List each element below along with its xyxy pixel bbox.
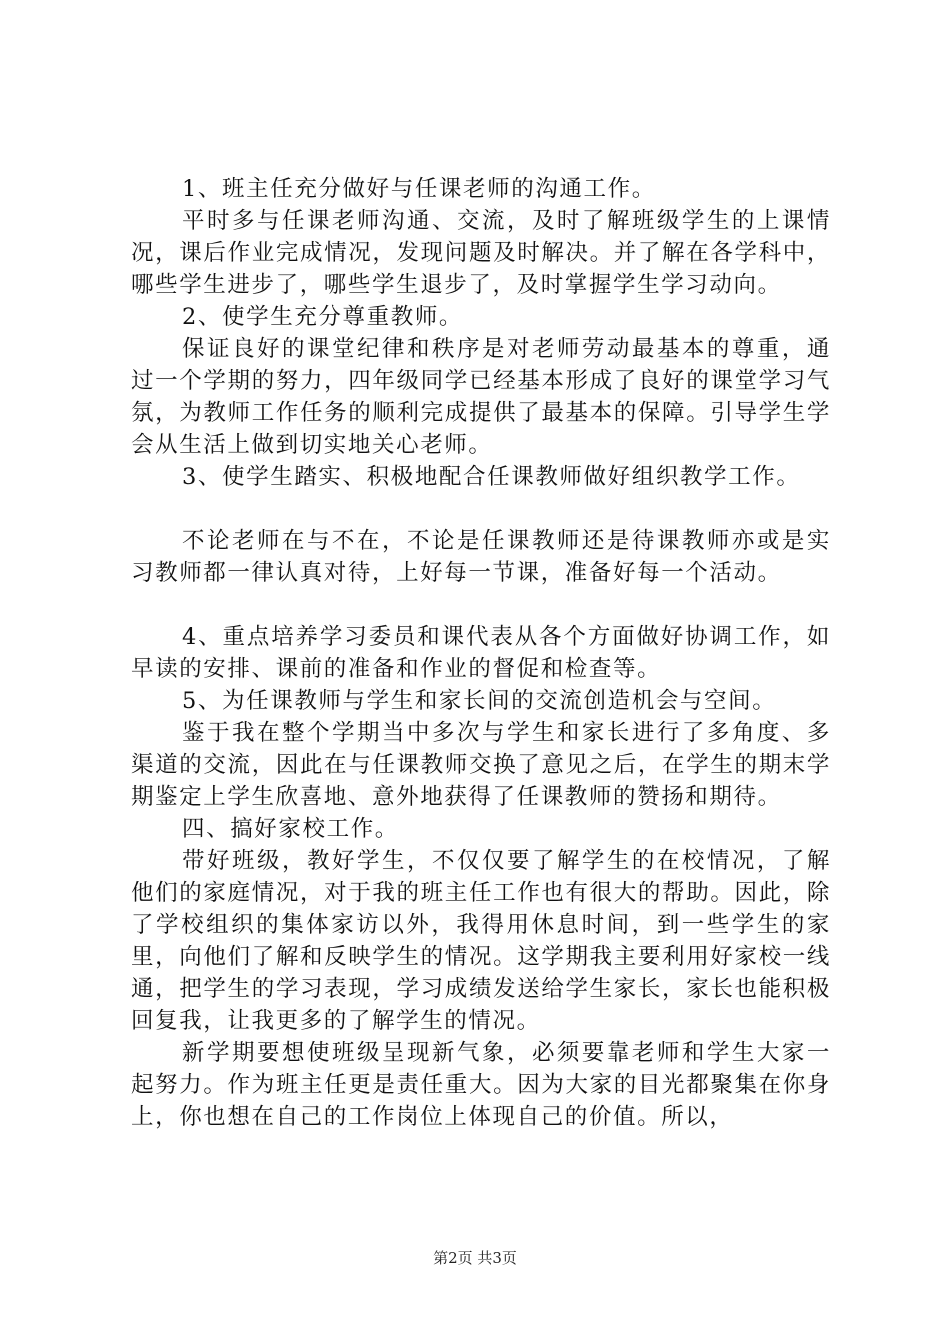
paragraph-4: 保证良好的课堂纪律和秩序是对老师劳动最基本的尊重，通过一个学期的努力，四年级同学已经基本形成了良好的课堂学习气氛，为教师工作任务的顺利完成提供了最基本的保障。引导学生学会从生活上做到切实地关心老师。 [131,336,831,458]
paragraph-11: 带好班级，教好学生，不仅仅要了解学生的在校情况，了解他们的家庭情况，对于我的班主任工作也有很大的帮助。因此，除了学校组织的集体家访以外，我得用休息时间，到一些学生的家里，向他们了解和反映学生的情况。这学期我主要利用好家校一线通，把学生的学习表现，学习成绩发送给学生家长，家长也能积极回复我，让我更多的了解学生的情况。 [131,848,831,1034]
paragraph-7: 4、重点培养学习委员和课代表从各个方面做好协调工作，如早读的安排、课前的准备和作业的督促和检查等。 [131,624,831,682]
document-body [131,173,831,1133]
paragraph-2: 平时多与任课老师沟通、交流，及时了解班级学生的上课情况，课后作业完成情况，发现问题及时解决。并了解在各学科中，哪些学生进步了，哪些学生退步了，及时掌握学生学习动向。 [131,208,831,298]
paragraph-10: 四、搞好家校工作。 [182,816,399,842]
paragraph-1: 1、班主任充分做好与任课老师的沟通工作。 [182,176,656,202]
paragraph-5: 3、使学生踏实、积极地配合任课教师做好组织教学工作。 [182,464,801,490]
paragraph-9: 鉴于我在整个学期当中多次与学生和家长进行了多角度、多渠道的交流，因此在与任课教师交换了意见之后，在学生的期末学期鉴定上学生欣喜地、意外地获得了任课教师的赞扬和期待。 [131,720,831,810]
page-number-footer: 第2页 共3页 [433,1249,517,1267]
paragraph-12: 新学期要想使班级呈现新气象，必须要靠老师和学生大家一起努力。作为班主任更是责任重大。因为大家的目光都聚集在你身上，你也想在自己的工作岗位上体现自己的价值。所以， [131,1040,831,1130]
paragraph-8: 5、为任课教师与学生和家长间的交流创造机会与空间。 [182,688,777,714]
paragraph-6: 不论老师在与不在，不论是任课教师还是待课教师亦或是实习教师都一律认真对待，上好每一节课，准备好每一个活动。 [131,528,831,586]
paragraph-3: 2、使学生充分尊重教师。 [182,304,464,330]
